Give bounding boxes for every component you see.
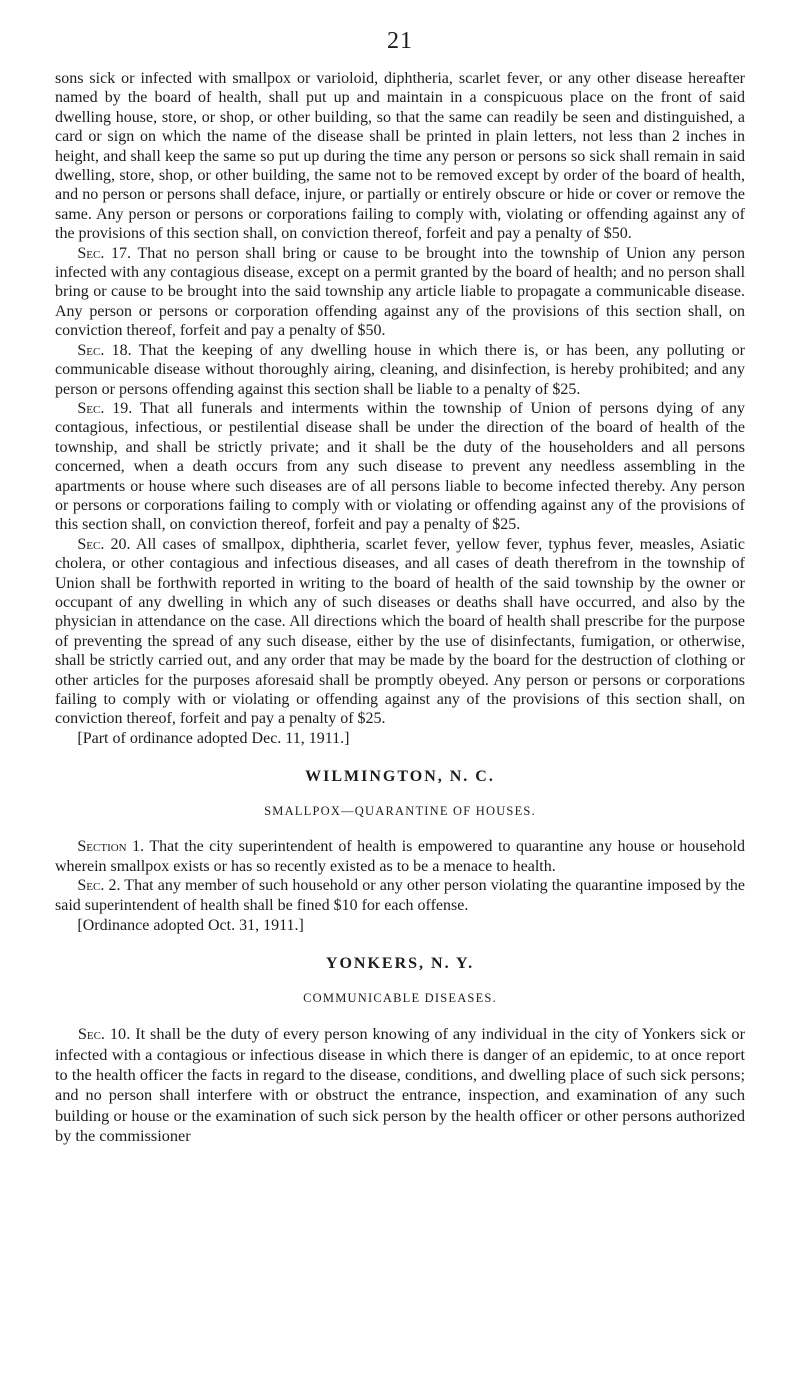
wilmington-section-2-label: Sec. 2. xyxy=(77,877,121,895)
union-township-ordinance xyxy=(55,69,745,748)
wilmington-ordinance xyxy=(55,837,745,935)
section-17-text: That no person shall bring or cause to be brought into the township of Union any person infected with any contagious disease, except on a permit granted by the board of health; and no person shall bring or cause to be brought into the said township any article liable to propagate a communicable disease. Any person or persons or corporation offending against any of the provisions of this section shall, on conviction thereof, forfeit and pay a penalty of $50. xyxy=(55,244,746,340)
yonkers-ordinance xyxy=(55,1024,745,1146)
wilmington-section-2 xyxy=(55,876,745,915)
section-17 xyxy=(55,244,745,341)
yonkers-section-10-label: Sec. 10. xyxy=(77,1024,131,1044)
wilmington-section-1-text: That the city superintendent of health is empowered to quarantine any house or household wherein smallpox exists or has so recently existed as to be a menace to health. xyxy=(55,838,745,875)
document-page xyxy=(55,28,745,1147)
subheading-smallpox-quarantine: SMALLPOX—QUARANTINE OF HOUSES. xyxy=(264,804,536,819)
section-20 xyxy=(55,535,745,729)
ordinance-note-wilmington: [Ordinance adopted Oct. 31, 1911.] xyxy=(77,916,304,934)
city-heading-yonkers: YONKERS, N. Y. xyxy=(325,955,475,973)
section-16-continuation: sons sick or infected with smallpox or varioloid, diphtheria, scarlet fever, or any other disease hereafter named by the board of health, shall put up and maintain in a conspicuous place on the front of said dwelling house, store, or shop, or other building, so that the same can readily be seen and distinguished, a card or sign on which the name of the disease shall be printed in plain letters, not less than 2 inches in height, and shall keep the same so put up during the time any person or persons so sick shall remain in said dwelling, store, shop, or other building, the same not to be removed except by order of the board of health, and no person or persons shall deface, injure, or partially or entirely obscure or hide or cover or remove the same. Any person or persons or corporations failing to comply with, violating or offending against any of the provisions of this section shall, on conviction thereof, forfeit and pay a penalty of $50. xyxy=(55,70,745,243)
section-19-text: That all funerals and interments within the township of Union of persons dying of any contagious, infectious, or pestilential disease shall be under the direction of the board of health of the township, and shall be strictly private; and it shall be the duty of the householders and all persons concerned, when a death occurs from any such disease to prevent any needless assembling in the apartments or house where such diseases are of all persons liable to become infected thereby. Any person or persons or corporations failing to comply with or violating or offending against any of the provisions of this section shall, on conviction thereof, forfeit and pay a penalty of $25. xyxy=(55,399,745,534)
subheading-communicable-diseases: COMMUNICABLE DISEASES. xyxy=(303,991,497,1006)
wilmington-section-1 xyxy=(55,837,745,876)
yonkers-section-10 xyxy=(55,1024,745,1146)
section-18-text: That the keeping of any dwelling house in which there is, or has been, any polluting or communicable disease without thoroughly airing, cleaning, and disinfection, is hereby prohibited; and any person or persons offending against this section shall be liable to a penalty of $25. xyxy=(55,341,745,398)
section-20-text: All cases of smallpox, diphtheria, scarlet fever, yellow fever, typhus fever, measles, Asiatic cholera, or other contagious and infectious diseases, and all cases of death therefrom in the township of Union shall be forthwith reported in writing to the board of health of the said township by the owner or occupant of any dwelling in which any of such diseases or deaths shall have occurred, and also by the physician in attendance on the case. All directions which the board of health shall prescribe for the purpose of preventing the spread of any such disease, either by the use of disinfectants, fumigation, or otherwise, shall be strictly carried out, and any order that may be made by the board for the destruction of clothing or other articles for the purposes aforesaid shall be promptly obeyed. Any person or persons or corporations failing to comply with or violating or offending against any of the provisions of this section shall, on conviction thereof, forfeit and pay a penalty of $25. xyxy=(55,535,745,728)
section-19-label: Sec. 19. xyxy=(77,399,133,417)
section-18 xyxy=(55,341,745,399)
wilmington-section-2-text: That any member of such household or any other person violating the quarantine imposed by the said superintendent of health shall be fined $10 for each offense. xyxy=(55,877,745,914)
ordinance-note-union: [Part of ordinance adopted Dec. 11, 1911.] xyxy=(77,729,350,747)
page-number: 21 xyxy=(387,28,413,54)
section-18-label: Sec. 18. xyxy=(77,341,132,359)
wilmington-section-1-label: Section 1. xyxy=(77,838,145,856)
section-17-label: Sec. 17. xyxy=(77,244,132,262)
section-20-label: Sec. 20. xyxy=(77,535,131,553)
city-heading-wilmington: WILMINGTON, N. C. xyxy=(305,768,495,786)
section-19 xyxy=(55,399,745,535)
yonkers-section-10-text: It shall be the duty of every person knowing of any individual in the city of Yonkers sick or infected with a contagious or infectious disease in which there is danger of an epidemic, to at once report to the health officer the facts in regard to the disease, conditions, and dwelling place of such sick persons; and no person shall interfere with or obstruct the entrance, inspection, and examination of any such building or house or the examination of such sick person by the health officer or other persons authorized by the commissioner xyxy=(55,1024,745,1146)
